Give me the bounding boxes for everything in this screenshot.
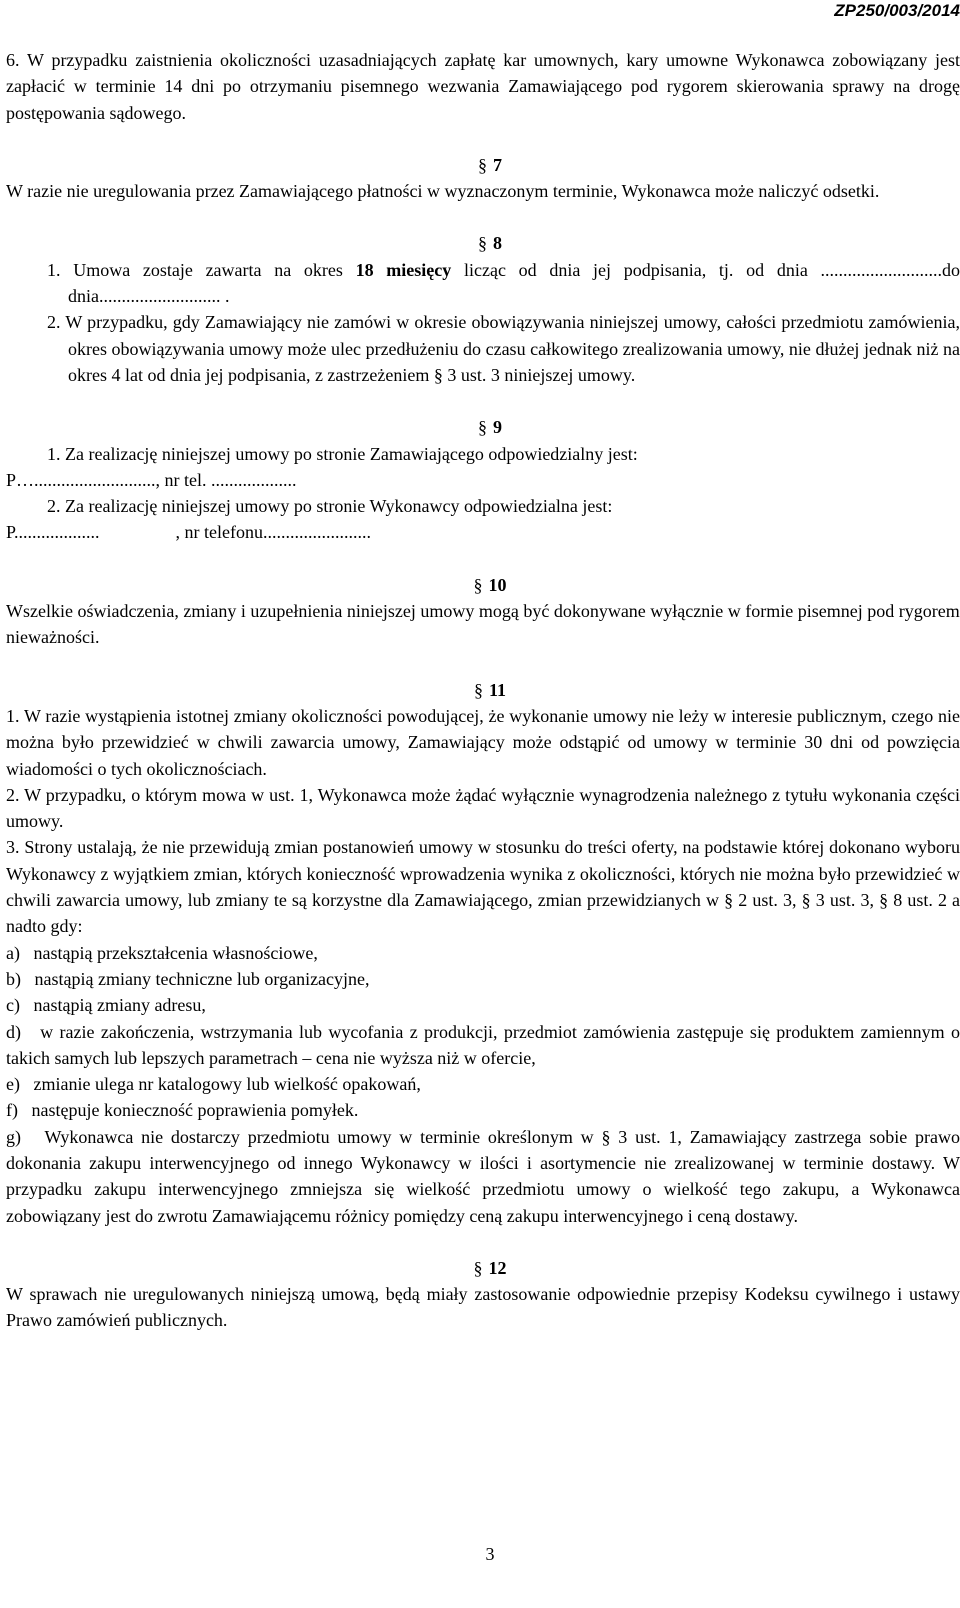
section-11-item: c) nastąpią zmiany adresu, <box>6 995 206 1016</box>
page-number: 3 <box>485 1544 495 1564</box>
section-8-point-2: 2. W przypadku, gdy Zamawiający nie zamówi w okresie obowiązywania niniejszej umowy, całości przedmiotu zamówienia, okres obowiązywania umowy może ulec przedłużeniu do czasu całkowitego zrealizowania umowy, nie dłużej jednak niż na okres 4 lat od dnia jej podpisania, z zastrzeżeniem § 3 ust. 3 niniejszej umowy. <box>47 312 960 385</box>
section-11-item: d) w razie zakończenia, wstrzymania lub wycofania z produkcji, przedmiot zamówienia zastępuje się produktem zamiennym o takich samych lub lepszych parametrach – cena nie wyższa niż w ofercie, <box>6 1021 960 1068</box>
section-11-heading: § 11 <box>473 679 506 700</box>
section-7-heading: § 7 <box>478 154 502 175</box>
section-7-text: W razie nie uregulowania przez Zamawiającego płatności w wyznaczonym terminie, Wykonawca może naliczyć odsetki. <box>6 181 880 202</box>
section-9-point-1: 1. Za realizację niniejszej umowy po stronie Zamawiającego odpowiedzialny jest: <box>47 443 638 464</box>
section-9-heading: § 9 <box>478 417 502 438</box>
section-11-item: a) nastąpią przekształcenia własnościowe, <box>6 942 318 963</box>
paragraph-6: 6. W przypadku zaistnienia okoliczności uzasadniających zapłatę kar umownych, kary umowne Wykonawca zobowiązany jest zapłacić w terminie 14 dni po otrzymaniu pisemnego wezwania Zamawiającego pod rygorem skierowania sprawy na drogę postępowania sądowego. <box>6 50 960 123</box>
section-12-text: W sprawach nie uregulowanych niniejszą umową, będą miały zastosowanie odpowiednie przepisy Kodeksu cywilnego i ustawy Prawo zamówień publicznych. <box>6 1284 960 1331</box>
section-11-point-1: 1. W razie wystąpienia istotnej zmiany okoliczności powodującej, że wykonanie umowy nie leży w interesie publicznym, czego nie można było przewidzieć w chwili zawarcia umowy, Zamawiający może odstąpić od umowy w terminie 30 dni od powzięcia wiadomości o tych okolicznościach. <box>6 705 960 779</box>
section-11-item: e) zmianie ulega nr katalogowy lub wielkość opakowań, <box>6 1074 421 1095</box>
section-11-items <box>6 940 960 1124</box>
section-8-point-1: 1. Umowa zostaje zawarta na okres 18 miesięcy licząc od dnia jej podpisania, tj. od dnia ...........................do dnia........................... . <box>47 259 960 307</box>
section-10-heading: § 10 <box>473 574 507 595</box>
section-9-contact-2: P................... , nr telefonu........................ <box>6 522 371 543</box>
section-9-contact-1: P…..........................., nr tel. ................... <box>6 469 297 490</box>
document-body <box>6 47 960 1334</box>
section-11-item: b) nastąpią zmiany techniczne lub organizacyjne, <box>6 968 370 989</box>
section-10-text: Wszelkie oświadczenia, zmiany i uzupełnienia niniejszej umowy mogą być dokonywane wyłącznie w formie pisemnej pod rygorem nieważności. <box>6 601 960 648</box>
section-8-heading: § 8 <box>478 233 502 254</box>
section-11-point-3: 3. Strony ustalają, że nie przewidują zmian postanowień umowy w stosunku do treści oferty, na podstawie której dokonano wyboru Wykonawcy z wyjątkiem zmian, których konieczność wprowadzenia wynika z okoliczności, których nie można było przewidzieć w chwili zawarcia umowy, lub zmiany te są korzystne dla Zamawiającego, zmian przewidzianych w § 2 ust. 3, § 3 ust. 3, § 8 ust. 2 a nadto gdy: <box>6 837 960 937</box>
section-11-point-2: 2. W przypadku, o którym mowa w ust. 1, Wykonawca może żądać wyłącznie wynagrodzenia należnego z tytułu wykonania części umowy. <box>6 784 960 832</box>
document-reference: ZP250/003/2014 <box>834 1 960 20</box>
section-11-item: f) następuje konieczność poprawienia pomyłek. <box>6 1100 359 1121</box>
section-12-heading: § 12 <box>473 1257 507 1278</box>
section-9-point-2: 2. Za realizację niniejszej umowy po stronie Wykonawcy odpowiedzialna jest: <box>47 496 613 517</box>
section-11-item-g: g) Wykonawca nie dostarczy przedmiotu umowy w terminie określonym w § 3 ust. 1, Zamawiający zastrzega sobie prawo dokonania zakupu interwencyjnego od innego Wykonawcy w ilości i asortymencie nie zrealizowanej w terminie dostawy. W przypadku zakupu interwencyjnego zmniejsza się wielkość przedmiotu umowy o wielkość tego zakupu, a Wykonawca zobowiązany jest do zwrotu Zamawiającemu różnicy pomiędzy ceną zakupu interwencyjnego i ceną dostawy. <box>6 1126 960 1226</box>
